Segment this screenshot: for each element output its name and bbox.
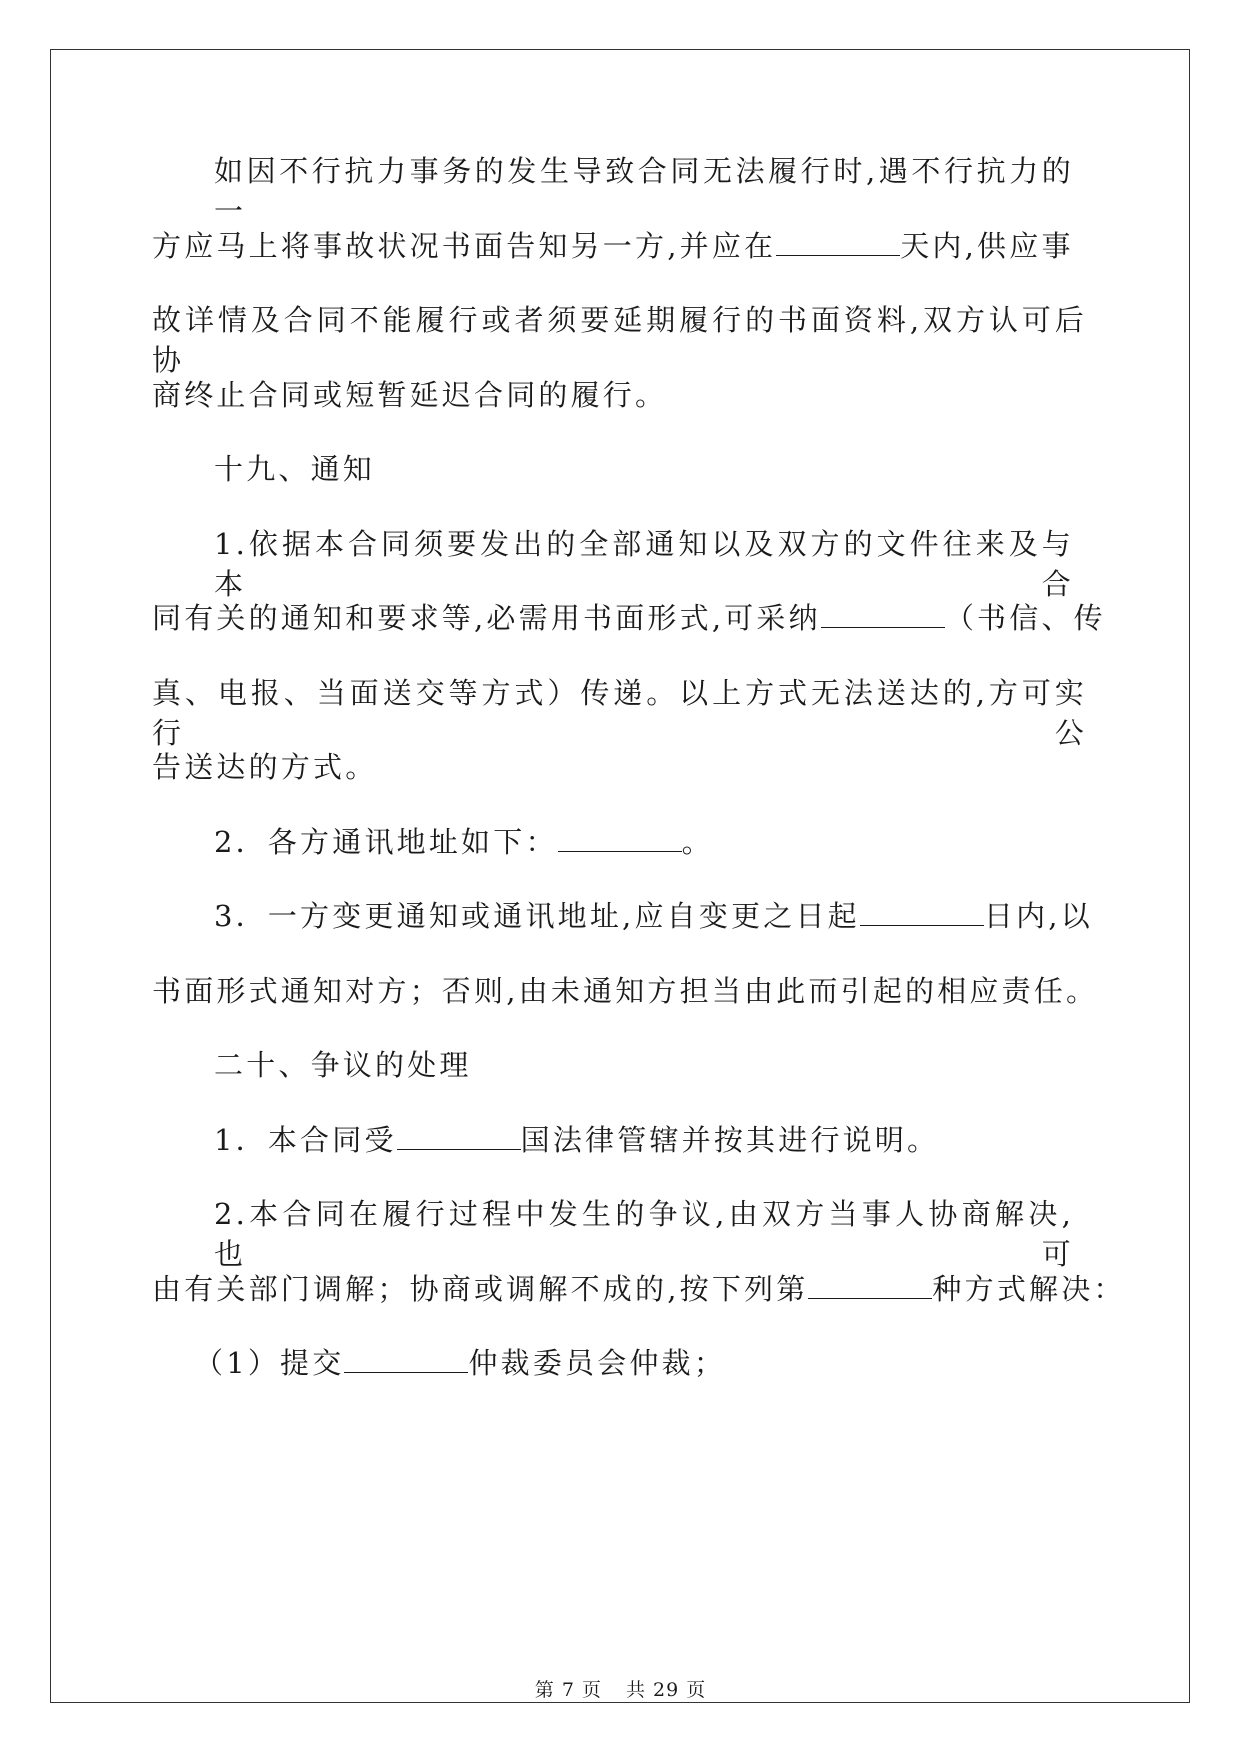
text-span: 日内,以: [983, 899, 1093, 933]
fill-in-blank: [821, 599, 945, 628]
text-span: 同有关的通知和要求等,必需用书面形式,可采纳: [152, 601, 821, 635]
paragraph-line: [214, 1120, 939, 1160]
text-span: 真、电报、当面送交等方式）传递。以上方式无法送达的,方可实行公: [152, 676, 1087, 750]
text-span: 如因不行抗力事务的发生导致合同无法履行时,遇不行抗力的一: [214, 154, 1074, 228]
text-span: 1．本合同受: [214, 1123, 397, 1157]
paragraph-line: [152, 673, 1087, 753]
text-span: 。: [681, 825, 714, 859]
paragraph-line: [214, 822, 714, 862]
fill-in-blank: [860, 897, 984, 926]
text-span: 二十、争议的处理: [214, 1048, 472, 1082]
text-span: 告送达的方式。: [152, 750, 378, 784]
text-span: （1）提交: [194, 1346, 345, 1380]
paragraph-line: [152, 375, 667, 415]
page-number: 第 7 页: [534, 1679, 602, 1701]
fill-in-blank: [776, 227, 900, 256]
page-border: [50, 49, 1190, 1703]
text-span: 3．一方变更通知或通讯地址,应自变更之日起: [214, 899, 860, 933]
paragraph-line: [152, 598, 1106, 638]
paragraph-line: [152, 747, 377, 787]
text-span: 商终止合同或短暂延迟合同的履行。: [152, 378, 668, 412]
fill-in-blank: [558, 823, 682, 852]
text-span: 2．各方通讯地址如下：: [214, 825, 558, 859]
text-span: 故详情及合同不能履行或者须要延期履行的书面资料,双方认可后协: [152, 303, 1087, 377]
section-heading: [214, 1045, 472, 1085]
text-span: 国法律管辖并按其进行说明。: [520, 1123, 940, 1157]
paragraph-line: [152, 971, 1098, 1011]
page-footer: [0, 1678, 1241, 1702]
section-heading: [214, 449, 375, 489]
paragraph-line: [214, 151, 1074, 231]
text-span: 方应马上将事故状况书面告知另一方,并应在: [152, 229, 777, 263]
text-span: 仲裁委员会仲裁；: [468, 1346, 727, 1380]
paragraph-line: [214, 1194, 1074, 1274]
paragraph-line: [152, 226, 1074, 266]
fill-in-blank: [397, 1121, 521, 1150]
text-span: 天内,供应事: [900, 229, 1074, 263]
paragraph-line: [152, 1269, 1126, 1309]
paragraph-line: [214, 896, 1093, 936]
text-span: 由有关部门调解；协商或调解不成的,按下列第: [152, 1272, 809, 1306]
text-span: 种方式解决：: [932, 1272, 1126, 1306]
text-span: 2.本合同在履行过程中发生的争议,由双方当事人协商解决,也可: [214, 1197, 1074, 1271]
text-span: 十九、通知: [214, 452, 376, 486]
text-span: 书面形式通知对方；否则,由未通知方担当由此而引起的相应责任。: [152, 974, 1099, 1008]
fill-in-blank: [808, 1270, 932, 1299]
text-span: 1.依据本合同须要发出的全部通知以及双方的文件往来及与本合: [214, 527, 1074, 601]
paragraph-line: [214, 524, 1074, 604]
paragraph-line: [194, 1343, 726, 1383]
text-span: （书信、传: [944, 601, 1106, 635]
page-total: 共 29 页: [625, 1679, 707, 1701]
fill-in-blank: [344, 1344, 468, 1373]
paragraph-line: [152, 300, 1087, 380]
